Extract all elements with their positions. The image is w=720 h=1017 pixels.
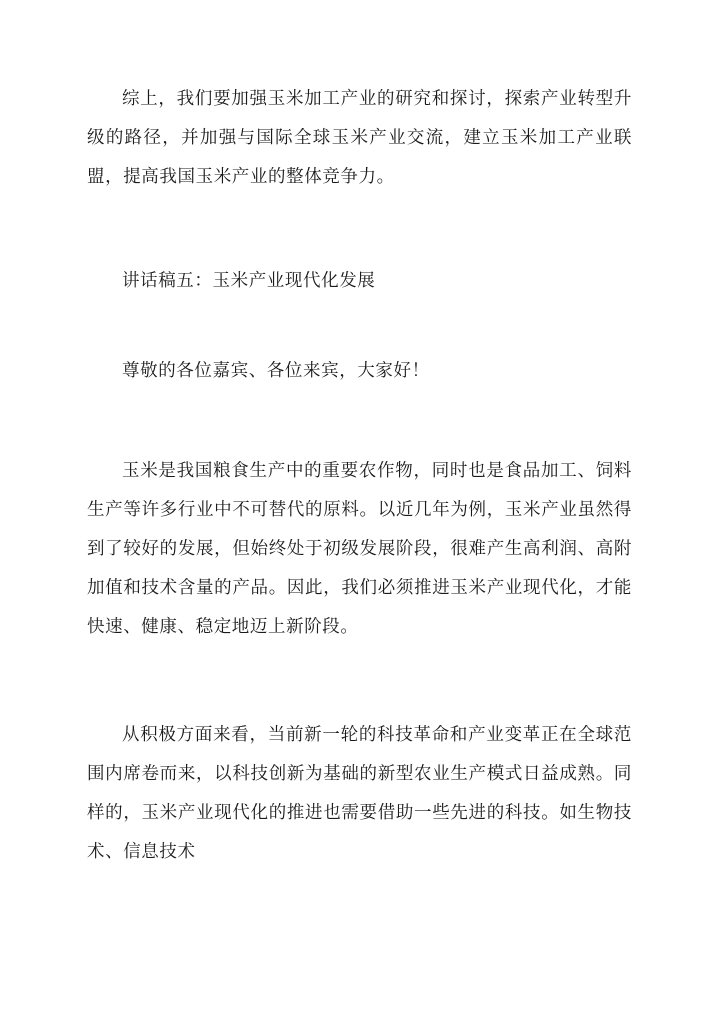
greeting-paragraph: 尊敬的各位嘉宾、各位来宾，大家好！ [122, 361, 430, 381]
section-heading: 讲话稿五：玉米产业现代化发展 [122, 271, 376, 291]
summary-paragraph: 综上，我们要加强玉米加工产业的研究和探讨，探索产业转型升级的路径，并加强与国际全球玉米产业交流，建立玉米加工产业联盟，提高我国玉米产业的整体竞争力。 [87, 89, 632, 187]
body-paragraph-technology: 从积极方面来看，当前新一轮的科技革命和产业变革正在全球范围内席卷而来，以科技创新为基础的新型农业生产模式日益成熟。同样的，玉米产业现代化的推进也需要借助一些先进的科技。如生物技术、信息技术 [87, 725, 632, 862]
body-paragraph-corn-importance: 玉米是我国粮食生产中的重要农作物，同时也是食品加工、饲料生产等许多行业中不可替代的原料。以近几年为例，玉米产业虽然得到了较好的发展，但始终处于初级发展阶段，很难产生高利润、高附加值和技术含量的产品。因此，我们必须推进玉米产业现代化，才能快速、健康、稳定地迈上新阶段。 [87, 461, 632, 637]
